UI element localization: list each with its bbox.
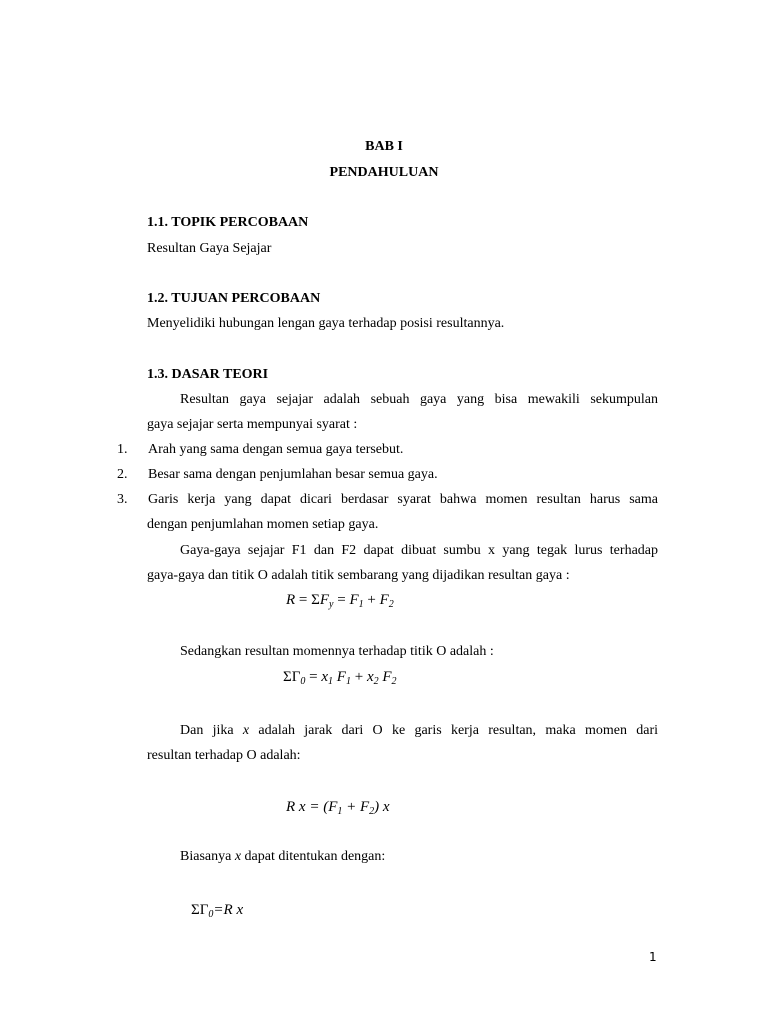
section-body-tujuan: Menyelidiki hubungan lengan gaya terhadap posisi resultannya.	[147, 316, 505, 331]
equation-resultant-moment: $\Sigma\Gamma_0 = x_1$ $F_1 + x_2$ $F_2$	[283, 669, 397, 687]
list-text: Arah yang sama dengan semua gaya tersebut.	[148, 442, 404, 457]
equation-sigma-equals-rx: $\Sigma\Gamma_0=R$ x	[191, 902, 244, 920]
section-heading-dasar-teori: 1.3. DASAR TEORI	[147, 367, 269, 382]
list-item	[117, 466, 438, 484]
chapter-label: BAB I	[365, 139, 403, 154]
equation-resultant-force: $R = \Sigma F_y = F_1 + F_2$	[286, 592, 394, 610]
theory-paragraph-1-line-1: Resultan gaya sejajar adalah sebuah gaya yang bisa mewakili sekumpulan	[180, 392, 658, 407]
theory-paragraph-5: Biasanya x dapat ditentukan dengan:	[180, 849, 386, 864]
list-text: Besar sama dengan penjumlahan besar semua gaya.	[148, 467, 438, 482]
page-number: 1	[649, 950, 657, 964]
chapter-title: PENDAHULUAN	[329, 165, 439, 180]
theory-paragraph-3: Sedangkan resultan momennya terhadap titik O adalah :	[180, 644, 494, 659]
theory-paragraph-4-line-2: resultan terhadap O adalah:	[147, 748, 301, 763]
list-number: 1.	[117, 442, 128, 457]
theory-paragraph-2-line-2: gaya-gaya dan titik O adalah titik sembarang yang dijadikan resultan gaya :	[147, 568, 570, 583]
list-text: Garis kerja yang dapat dicari berdasar syarat bahwa momen resultan harus sama	[148, 492, 658, 507]
list-number: 3.	[117, 492, 128, 507]
section-heading-topik: 1.1. TOPIK PERCOBAAN	[147, 215, 309, 230]
section-heading-tujuan: 1.2. TUJUAN PERCOBAAN	[147, 291, 321, 306]
theory-paragraph-1-line-2: gaya sejajar serta mempunyai syarat :	[147, 417, 358, 432]
theory-paragraph-2-line-1: Gaya-gaya sejajar F1 dan F2 dapat dibuat sumbu x yang tegak lurus terhadap	[180, 543, 658, 558]
list-text-continuation: dengan penjumlahan momen setiap gaya.	[147, 517, 379, 532]
theory-paragraph-4-line-1: Dan jika x adalah jarak dari O ke garis kerja resultan, maka momen dari	[180, 723, 658, 738]
section-body-topik: Resultan Gaya Sejajar	[147, 241, 272, 256]
list-number: 2.	[117, 467, 128, 482]
equation-resultant-moment-rx: R $x = (F_1 + F_2)$ x	[286, 799, 390, 817]
list-item	[117, 441, 403, 459]
